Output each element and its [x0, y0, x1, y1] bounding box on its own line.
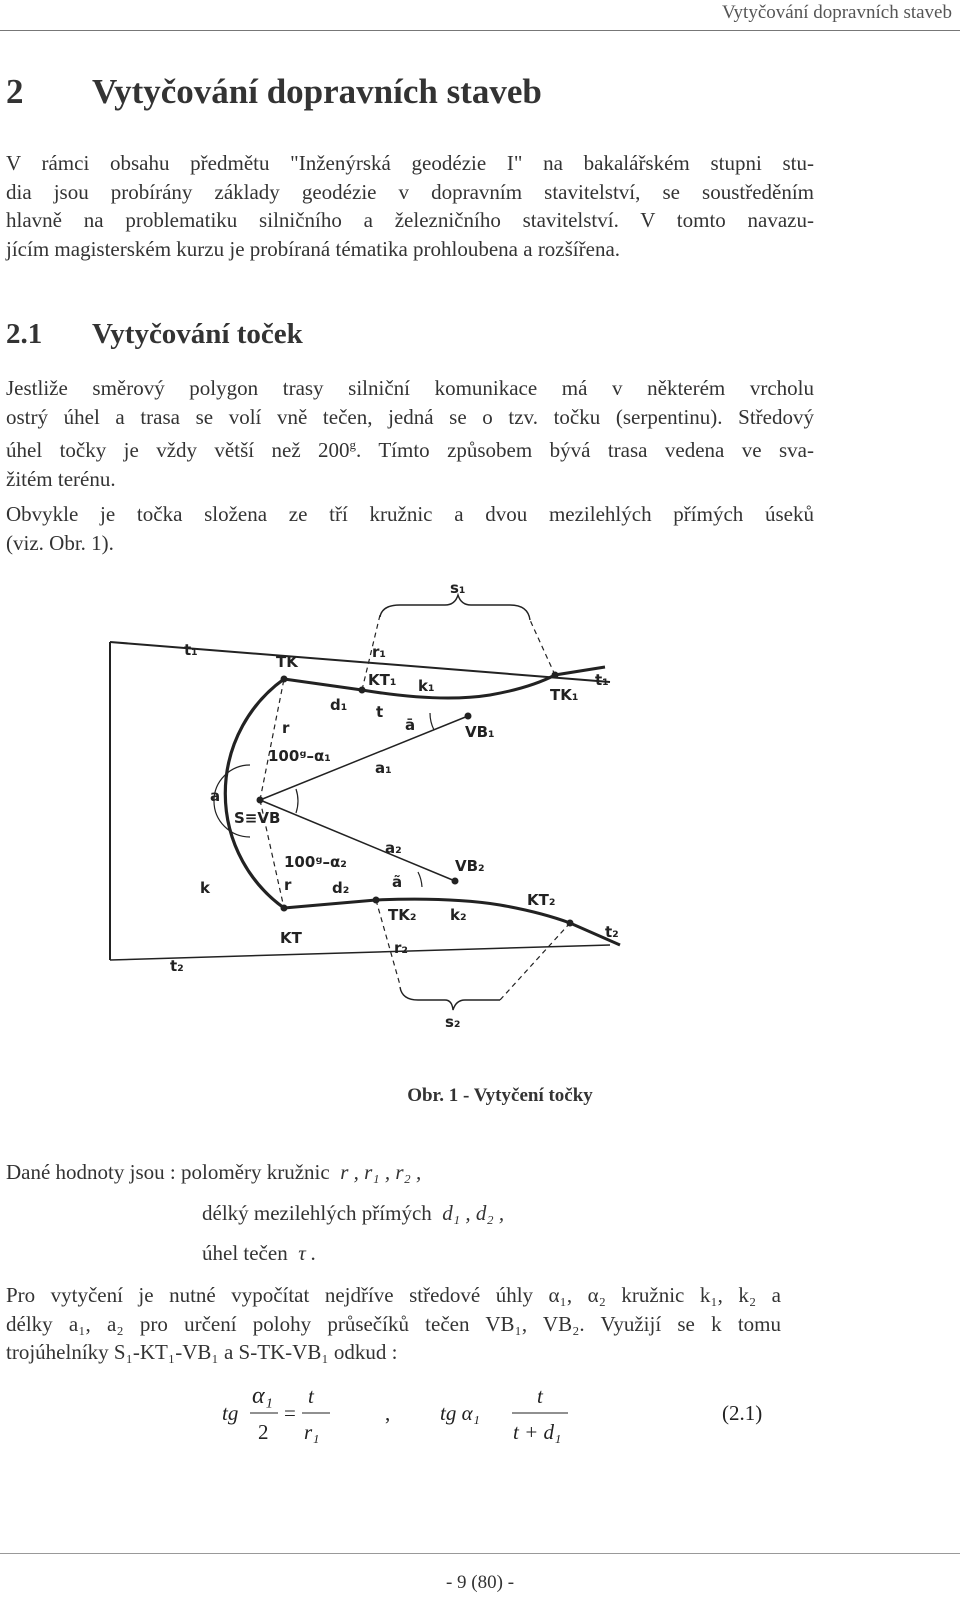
- formula-alpha1-num: α₁: [252, 1383, 273, 1409]
- label-d1: d₁: [330, 696, 348, 714]
- chapter-number: 2: [6, 72, 24, 111]
- serpentine-diagram: [100, 575, 640, 1035]
- grad-superscript: g: [349, 437, 357, 452]
- given-line-2: [202, 1201, 504, 1226]
- section-heading: [6, 318, 303, 351]
- tangent-t2-line: [110, 945, 610, 960]
- para1-line3-a: úhel točky je vždy větší než 200: [6, 438, 350, 462]
- para1-line: žitém terénu.: [6, 466, 116, 491]
- label-kt1: KT₁: [368, 671, 397, 689]
- formula-den-t-d1: t + d₁: [513, 1420, 562, 1444]
- figure-caption: Obr. 1 - Vytyčení točky: [407, 1085, 593, 1106]
- label-r-bottom: r: [284, 876, 292, 894]
- para3-line: délky a₁, a₂ pro určení polohy průsečíků tečen VB₁, VB₂. Využijí se k tomu: [6, 1311, 781, 1336]
- given-line1-text: Dané hodnoty jsou : poloměry kružnic: [6, 1160, 330, 1184]
- label-angle2: 100ᵍ–α₂: [284, 853, 347, 871]
- section-number: 2.1: [6, 318, 43, 350]
- para1-line: [6, 431, 814, 465]
- para2-line: (viz. Obr. 1).: [6, 530, 114, 555]
- formula-tg-1: tg: [222, 1401, 239, 1425]
- label-a1: a₁: [375, 759, 392, 777]
- point-vb1: [465, 713, 472, 720]
- given-line2-vals: d₁ , d₂ ,: [442, 1201, 505, 1225]
- running-head: Vytyčování dopravních staveb: [721, 2, 952, 23]
- intro-line: jícím magisterském kurzu je probíraná tématika prohloubena a rozšířena.: [6, 236, 621, 261]
- radius-r1-end: [530, 620, 555, 675]
- formula-separator: ,: [385, 1401, 391, 1425]
- paragraph-1: [6, 374, 814, 493]
- equation-number: (2.1): [722, 1401, 763, 1425]
- label-angle1: 100ᵍ–α₁: [268, 747, 331, 765]
- point-s-vb: [257, 797, 264, 804]
- chapter-heading: [6, 72, 542, 112]
- s1-brace: [380, 595, 530, 620]
- formula-t-num-1: t: [308, 1384, 314, 1408]
- label-vb1: VB₁: [465, 723, 495, 741]
- formula-tg-alpha1: tg α₁: [440, 1401, 480, 1425]
- intro-line: dia jsou probírány základy geodézie v dopravním stavitelství, se soustředěním: [6, 179, 814, 204]
- label-tk: TK: [276, 653, 298, 671]
- label-t2-bottom: t₂: [170, 957, 184, 975]
- formula-2-1: [0, 1375, 960, 1455]
- para1-line: ostrý úhel a trasa se volí vně tečen, jedná se o tzv. točku (serpentinu). Středový: [6, 404, 814, 429]
- point-kt1: [359, 687, 366, 694]
- point-tk: [281, 676, 288, 683]
- label-a-bar: ā: [405, 716, 416, 734]
- label-kt: KT: [280, 929, 302, 947]
- label-a-tilde: ã: [392, 873, 403, 891]
- point-kt2: [567, 920, 574, 927]
- label-t1-top: t₁: [184, 641, 198, 659]
- section-title: Vytyčování toček: [92, 318, 303, 350]
- given-line1-vals: r , r₁ , r₂ ,: [340, 1160, 422, 1184]
- s2-brace: [400, 987, 500, 1010]
- label-t1-right: t₁: [595, 671, 609, 689]
- label-r-top: r: [282, 719, 290, 737]
- label-r2: r₂: [394, 939, 408, 957]
- para1-line: Jestliže směrový polygon trasy silniční komunikace má v některém vrcholu: [6, 376, 814, 400]
- para3-line: Pro vytyčení je nutné vypočítat nejdříve středové úhly α₁, α₂ kružnic k₁, k₂ a: [6, 1283, 781, 1307]
- point-tk2: [373, 897, 380, 904]
- label-k1: k₁: [418, 677, 435, 695]
- para3-line: trojúhelníky S₁-KT₁-VB₁ a S-TK-VB₁ odkud :: [6, 1340, 398, 1364]
- footer-rule: [0, 1553, 960, 1554]
- intro-line: V rámci obsahu předmětu "Inženýrská geodézie I" na bakalářském stupni stu-: [6, 151, 814, 175]
- paragraph-2: [6, 500, 814, 557]
- radius-r2-end: [500, 923, 570, 1000]
- given-line-3: [202, 1241, 316, 1266]
- angle-arc-vb2: [418, 872, 422, 887]
- given-line3-vals: τ .: [298, 1241, 317, 1265]
- intro-line: hlavně na problematiku silničního a železničního stavitelství. V tomto navazu-: [6, 208, 814, 232]
- para1-line3-b: . Tímto způsobem bývá trasa vedena ve sva-: [356, 438, 814, 462]
- formula-r1-den: r₁: [304, 1420, 320, 1444]
- label-s1: s₁: [450, 579, 466, 597]
- label-kt2: KT₂: [527, 891, 556, 909]
- label-tk2: TK₂: [388, 906, 417, 924]
- label-k2: k₂: [450, 906, 467, 924]
- label-r1: r₁: [372, 643, 386, 661]
- given-line3-text: úhel tečen: [202, 1241, 288, 1265]
- label-s2: s₂: [445, 1013, 461, 1031]
- paragraph-3: [6, 1281, 781, 1367]
- point-vb2: [452, 878, 459, 885]
- label-d2: d₂: [332, 879, 350, 897]
- label-vb2: VB₂: [455, 857, 485, 875]
- label-a2: a₂: [385, 839, 402, 857]
- formula-den-2: 2: [258, 1420, 269, 1444]
- label-k: k: [200, 879, 210, 897]
- header-rule: [0, 30, 960, 31]
- formula-equals-1: =: [284, 1401, 296, 1425]
- label-s-vb: S≡VB: [234, 809, 281, 827]
- angle-arc-tau: [296, 789, 298, 813]
- given-line2-text: délký mezilehlých přímých: [202, 1201, 432, 1225]
- chapter-title: Vytyčování dopravních staveb: [92, 72, 542, 111]
- label-tk1: TK₁: [550, 686, 579, 704]
- angle-arc-vb1: [430, 713, 434, 730]
- given-line-1: [6, 1160, 421, 1185]
- intro-paragraph: [6, 149, 814, 263]
- label-t: t: [376, 703, 384, 721]
- point-kt: [281, 905, 288, 912]
- label-a: a: [210, 787, 221, 805]
- point-tk1: [552, 672, 559, 679]
- page-number: - 9 (80) -: [445, 1572, 515, 1593]
- formula-t-num-2: t: [537, 1384, 543, 1408]
- para2-line: Obvykle je točka složena ze tří kružnic a dvou mezilehlých přímých úseků: [6, 502, 814, 526]
- label-t2-right: t₂: [605, 923, 619, 941]
